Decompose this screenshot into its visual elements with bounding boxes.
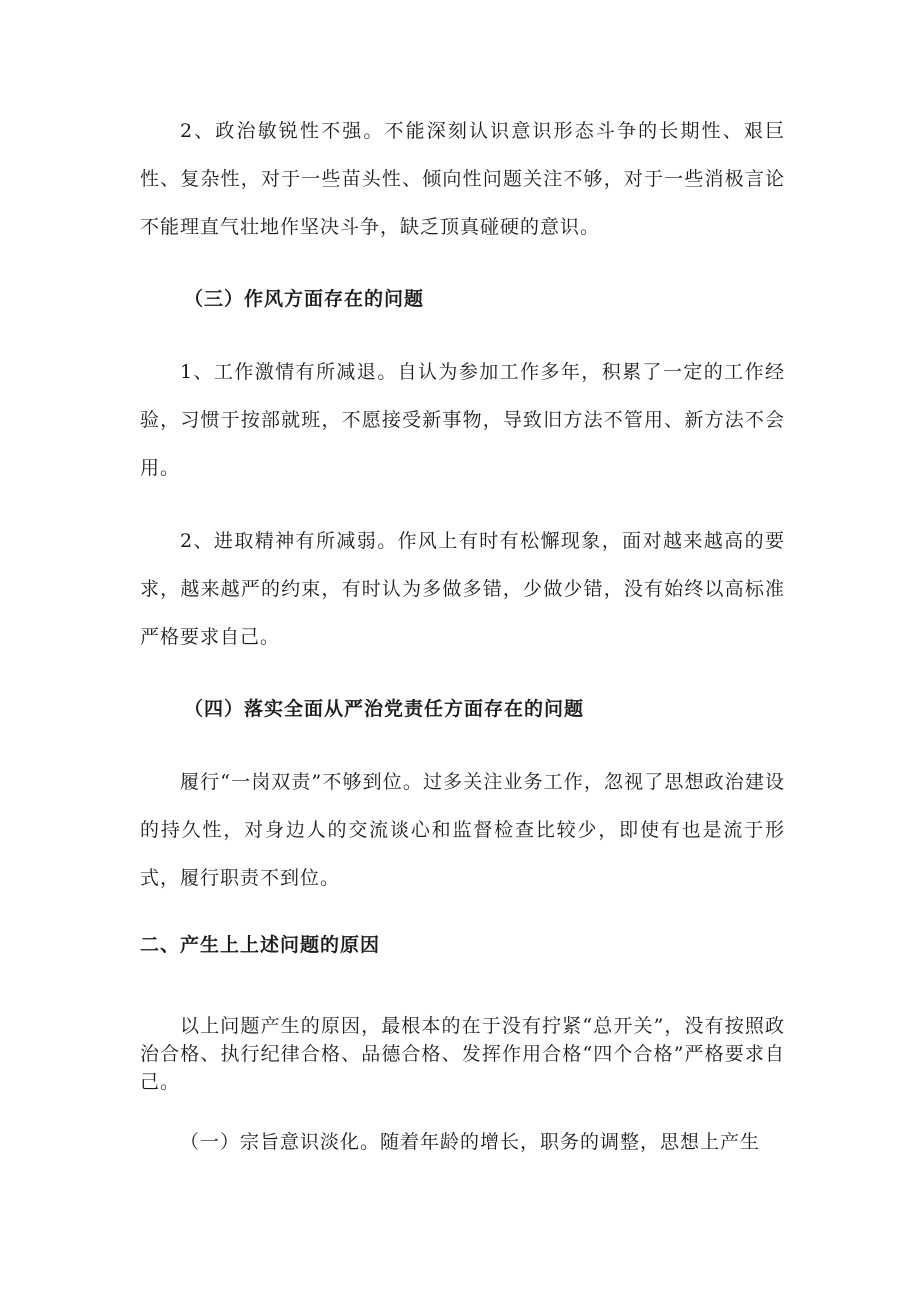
- paragraph-work-passion: 1、工作激情有所减退。自认为参加工作多年，积累了一定的工作经验，习惯于按部就班，不愿接受新事物，导致旧方法不管用、新方法不会用。: [140, 361, 785, 479]
- paragraph-enterprising-spirit: 2、进取精神有所减弱。作风上有时有松懈现象，面对越来越高的要求，越来越严的约束，有时认为多做多错，少做少错，没有始终以高标准严格要求自己。: [140, 530, 785, 648]
- paragraph-political-sensitivity: 2、政治敏锐性不强。不能深刻认识意识形态斗争的长期性、艰巨性、复杂性，对于一些苗头性、倾向性问题关注不够，对于一些消极言论不能理直气壮地作坚决斗争，缺乏顶真碰硬的意识。: [140, 120, 785, 238]
- paragraph-purpose-awareness: （一）宗旨意识淡化。随着年龄的增长，职务的调整，思想上产生: [180, 1131, 761, 1153]
- paragraph-dual-responsibility: 履行“一岗双责”不够到位。过多关注业务工作，忽视了思想政治建设的持久性，对身边人的交流谈心和监督检查比较少，即使有也是流于形式，履行职责不到位。: [140, 771, 785, 889]
- paragraph-root-cause: 以上问题产生的原因，最根本的在于没有拧紧“总开关”，没有按照政治合格、执行纪律合格、品德合格、发挥作用合格“四个合格”严格要求自己。: [140, 1015, 785, 1093]
- heading-causes: 二、产生上上述问题的原因: [140, 934, 381, 956]
- heading-work-style-problems: （三）作风方面存在的问题: [184, 288, 425, 310]
- heading-party-responsibility-problems: （四）落实全面从严治党责任方面存在的问题: [184, 698, 585, 720]
